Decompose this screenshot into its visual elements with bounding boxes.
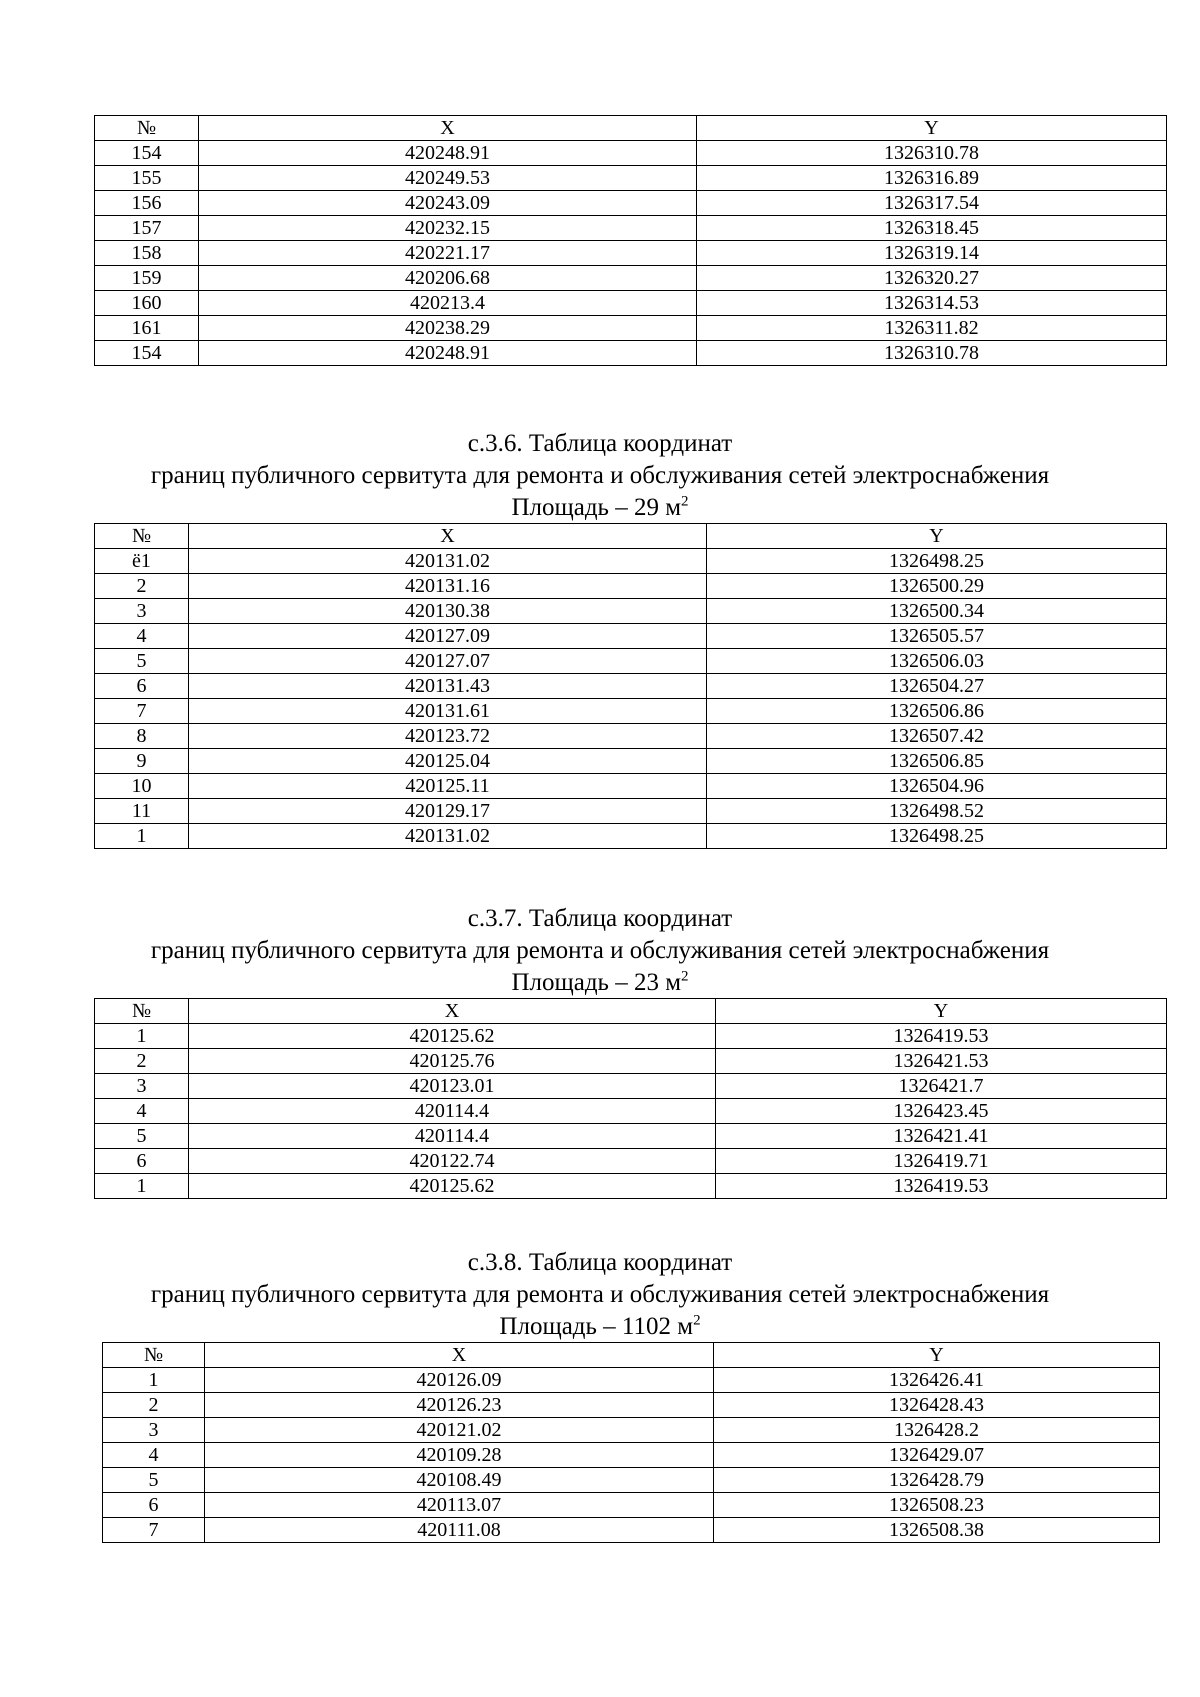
table-header-row [95,999,1167,1024]
header-x: X [205,1343,714,1368]
cell-x: 420123.01 [189,1074,716,1099]
cell-y: 1326500.29 [707,574,1167,599]
cell-y: 1326507.42 [707,724,1167,749]
cell-number: 154 [95,141,199,166]
section-subtitle: границ публичного сервитута для ремонта и обслуживания сетей электроснабжения [150,462,1050,489]
cell-x: 420122.74 [189,1149,716,1174]
cell-number: 4 [95,1099,189,1124]
header-number: № [95,999,189,1024]
cell-y: 1326421.53 [716,1049,1167,1074]
cell-number: 160 [95,291,199,316]
section-title: с.3.8. Таблица координат [467,1249,733,1276]
area-unit-superscript: 2 [681,968,689,985]
section-heading-3-8 [0,1247,1200,1343]
table-row [95,1149,1167,1174]
cell-number: 157 [95,216,199,241]
table-row [95,674,1167,699]
cell-y: 1326498.25 [707,824,1167,849]
cell-x: 420131.02 [189,824,707,849]
cell-y: 1326508.23 [714,1493,1160,1518]
table-body [103,1368,1160,1543]
table-row [95,316,1167,341]
cell-y: 1326504.27 [707,674,1167,699]
cell-y: 1326318.45 [697,216,1167,241]
cell-x: 420125.62 [189,1024,716,1049]
cell-x: 420221.17 [199,241,697,266]
cell-x: 420243.09 [199,191,697,216]
table-row [95,166,1167,191]
cell-x: 420123.72 [189,724,707,749]
table-row [95,724,1167,749]
cell-x: 420125.62 [189,1174,716,1199]
cell-y: 1326429.07 [714,1443,1160,1468]
header-x: X [189,999,716,1024]
cell-number: 5 [95,649,189,674]
cell-x: 420248.91 [199,341,697,366]
cell-number: 158 [95,241,199,266]
header-y: Y [716,999,1167,1024]
cell-y: 1326419.53 [716,1174,1167,1199]
table-body [95,549,1167,849]
cell-number: 4 [95,624,189,649]
cell-x: 420125.11 [189,774,707,799]
table-row [95,216,1167,241]
area-line [0,1311,1200,1343]
cell-number: 156 [95,191,199,216]
area-line [0,492,1200,524]
header-number: № [95,116,199,141]
cell-x: 420114.4 [189,1099,716,1124]
cell-x: 420131.61 [189,699,707,724]
cell-number: 5 [103,1468,205,1493]
cell-number: 11 [95,799,189,824]
table-row [95,1049,1167,1074]
table-row [95,241,1167,266]
table-row [103,1393,1160,1418]
cell-y: 1326320.27 [697,266,1167,291]
cell-y: 1326317.54 [697,191,1167,216]
cell-x: 420121.02 [205,1418,714,1443]
cell-x: 420126.23 [205,1393,714,1418]
cell-x: 420109.28 [205,1443,714,1468]
cell-number: 155 [95,166,199,191]
table-row [95,799,1167,824]
cell-x: 420232.15 [199,216,697,241]
cell-y: 1326426.41 [714,1368,1160,1393]
cell-y: 1326311.82 [697,316,1167,341]
table-row [95,649,1167,674]
table-row [95,1074,1167,1099]
cell-number: 6 [103,1493,205,1518]
header-y: Y [707,524,1167,549]
cell-number: 3 [95,1074,189,1099]
cell-y: 1326421.41 [716,1124,1167,1149]
table-row [103,1368,1160,1393]
cell-y: 1326419.71 [716,1149,1167,1174]
cell-x: 420111.08 [205,1518,714,1543]
cell-y: 1326428.79 [714,1468,1160,1493]
cell-number: 4 [103,1443,205,1468]
cell-y: 1326310.78 [697,341,1167,366]
cell-y: 1326504.96 [707,774,1167,799]
cell-y: 1326498.25 [707,549,1167,574]
section-title: с.3.6. Таблица координат [467,430,733,457]
table-row [95,291,1167,316]
cell-x: 420113.07 [205,1493,714,1518]
cell-number: 3 [103,1418,205,1443]
table-header-row [95,524,1167,549]
area-label: Площадь – 29 м [511,494,682,521]
table-row [95,574,1167,599]
table-row [95,624,1167,649]
table-row [95,341,1167,366]
cell-number: 1 [95,1174,189,1199]
table-row [95,824,1167,849]
cell-x: 420129.17 [189,799,707,824]
coordinates-table [102,1342,1160,1543]
coordinates-table-continued [94,115,1167,366]
cell-y: 1326500.34 [707,599,1167,624]
table-row [95,1174,1167,1199]
cell-number: 3 [95,599,189,624]
section-subtitle: границ публичного сервитута для ремонта и обслуживания сетей электроснабжения [150,937,1050,964]
cell-x: 420248.91 [199,141,697,166]
header-y: Y [714,1343,1160,1368]
cell-x: 420126.09 [205,1368,714,1393]
area-label: Площадь – 23 м [511,969,682,996]
cell-number: 6 [95,1149,189,1174]
cell-x: 420125.76 [189,1049,716,1074]
table-header-row [95,116,1167,141]
cell-number: 1 [95,1024,189,1049]
table-row [95,749,1167,774]
cell-y: 1326310.78 [697,141,1167,166]
area-unit-superscript: 2 [693,1312,701,1329]
coordinates-table-3-8 [102,1342,1160,1543]
coordinates-table [94,998,1167,1199]
cell-y: 1326314.53 [697,291,1167,316]
coordinates-table-3-7 [94,998,1167,1199]
cell-y: 1326421.7 [716,1074,1167,1099]
cell-y: 1326508.38 [714,1518,1160,1543]
section-title: с.3.7. Таблица координат [467,905,733,932]
cell-y: 1326498.52 [707,799,1167,824]
header-y: Y [697,116,1167,141]
cell-x: 420131.43 [189,674,707,699]
cell-y: 1326428.43 [714,1393,1160,1418]
area-label: Площадь – 1102 м [499,1313,694,1340]
section-heading-3-7 [0,903,1200,999]
table-row [95,599,1167,624]
cell-x: 420131.02 [189,549,707,574]
cell-x: 420206.68 [199,266,697,291]
header-x: X [199,116,697,141]
cell-y: 1326419.53 [716,1024,1167,1049]
area-unit-superscript: 2 [681,493,689,510]
cell-y: 1326506.03 [707,649,1167,674]
header-x: X [189,524,707,549]
cell-y: 1326506.85 [707,749,1167,774]
table-row [95,1099,1167,1124]
cell-x: 420213.4 [199,291,697,316]
table-header-row [103,1343,1160,1368]
cell-number: 5 [95,1124,189,1149]
table-body [95,141,1167,366]
table-row [95,191,1167,216]
cell-y: 1326319.14 [697,241,1167,266]
cell-number: 2 [95,1049,189,1074]
cell-number: 161 [95,316,199,341]
cell-number: 159 [95,266,199,291]
cell-y: 1326316.89 [697,166,1167,191]
cell-number: 10 [95,774,189,799]
cell-number: 8 [95,724,189,749]
section-subtitle: границ публичного сервитута для ремонта и обслуживания сетей электроснабжения [150,1281,1050,1308]
table-row [95,549,1167,574]
cell-x: 420131.16 [189,574,707,599]
cell-number: 1 [95,824,189,849]
coordinates-table [94,523,1167,849]
table-row [103,1443,1160,1468]
cell-number: 9 [95,749,189,774]
coordinates-table [94,115,1167,366]
cell-number: 7 [95,699,189,724]
cell-x: 420130.38 [189,599,707,624]
table-row [95,1124,1167,1149]
cell-number: 6 [95,674,189,699]
cell-y: 1326428.2 [714,1418,1160,1443]
cell-x: 420127.09 [189,624,707,649]
cell-number: 2 [103,1393,205,1418]
table-row [95,266,1167,291]
table-row [95,141,1167,166]
cell-number: 7 [103,1518,205,1543]
cell-number: 154 [95,341,199,366]
header-number: № [103,1343,205,1368]
cell-x: 420108.49 [205,1468,714,1493]
table-row [95,699,1167,724]
cell-y: 1326505.57 [707,624,1167,649]
cell-y: 1326506.86 [707,699,1167,724]
table-body [95,1024,1167,1199]
cell-x: 420238.29 [199,316,697,341]
cell-number: ё1 [95,549,189,574]
area-line [0,967,1200,999]
table-row [95,774,1167,799]
cell-x: 420114.4 [189,1124,716,1149]
table-row [103,1518,1160,1543]
section-heading-3-6 [0,428,1200,524]
cell-number: 1 [103,1368,205,1393]
header-number: № [95,524,189,549]
table-row [103,1493,1160,1518]
table-row [103,1468,1160,1493]
cell-x: 420249.53 [199,166,697,191]
cell-x: 420127.07 [189,649,707,674]
coordinates-table-3-6 [94,523,1167,849]
cell-y: 1326423.45 [716,1099,1167,1124]
table-row [95,1024,1167,1049]
cell-x: 420125.04 [189,749,707,774]
cell-number: 2 [95,574,189,599]
table-row [103,1418,1160,1443]
